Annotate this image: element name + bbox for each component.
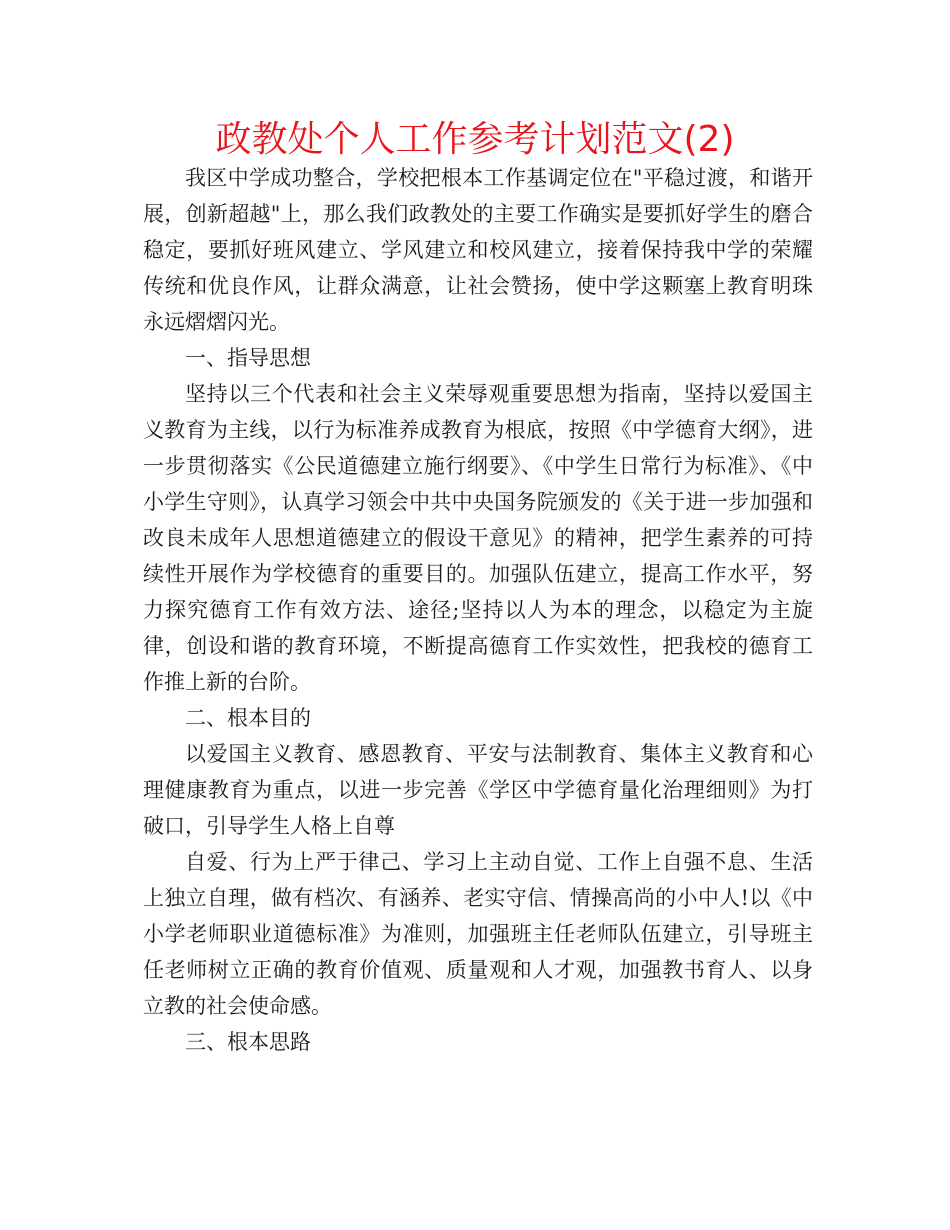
section-heading-guiding-thought: 一、指导思想 (185, 346, 311, 370)
basic-goal-paragraph-1: 以爱国主义教育、感恩教育、平安与法制教育、集体主义教育和心理健康教育为重点，以进一步完善《学区中学德育量化治理细则》为打破口，引导学生人格上自尊 (143, 742, 813, 838)
section-heading-basic-goal: 二、根本目的 (185, 706, 311, 730)
intro-paragraph: 我区中学成功整合，学校把根本工作基调定位在"平稳过渡，和谐开展，创新超越"上，那么我们政教处的主要工作确实是要抓好学生的磨合稳定，要抓好班风建立、学风建立和校风建立，接着保持我中学的荣耀传统和优良作风，让群众满意，让社会赞扬，使中学这颗塞上教育明珠永远熠熠闪光。 (143, 166, 813, 334)
document-title: 政教处个人工作参考计划范文(2) (215, 119, 735, 160)
guiding-thought-paragraph: 坚持以三个代表和社会主义荣辱观重要思想为指南，坚持以爱国主义教育为主线，以行为标准养成教育为根底，按照《中学德育大纲》，进一步贯彻落实《公民道德建立施行纲要》、《中学生日常行为标准》、《中小学生守则》，认真学习领会中共中央国务院颁发的《关于进一步加强和改良未成年人思想道德建立的假设干意见》的精神，把学生素养的可持续性开展作为学校德育的重要目的。加强队伍建立，提高工作水平，努力探究德育工作有效方法、途径;坚持以人为本的理念，以稳定为主旋律，创设和谐的教育环境，不断提高德育工作实效性，把我校的德育工作推上新的台阶。 (143, 382, 813, 694)
section-heading-basic-approach: 三、根本思路 (185, 1030, 311, 1054)
basic-goal-paragraph-2: 自爱、行为上严于律己、学习上主动自觉、工作上自强不息、生活上独立自理，做有档次、有涵养、老实守信、情操高尚的小中人!以《中小学老师职业道德标准》为准则，加强班主任老师队伍建立，引导班主任老师树立正确的教育价值观、质量观和人才观，加强教书育人、以身立教的社会使命感。 (143, 850, 813, 1018)
document-body (143, 160, 813, 1060)
